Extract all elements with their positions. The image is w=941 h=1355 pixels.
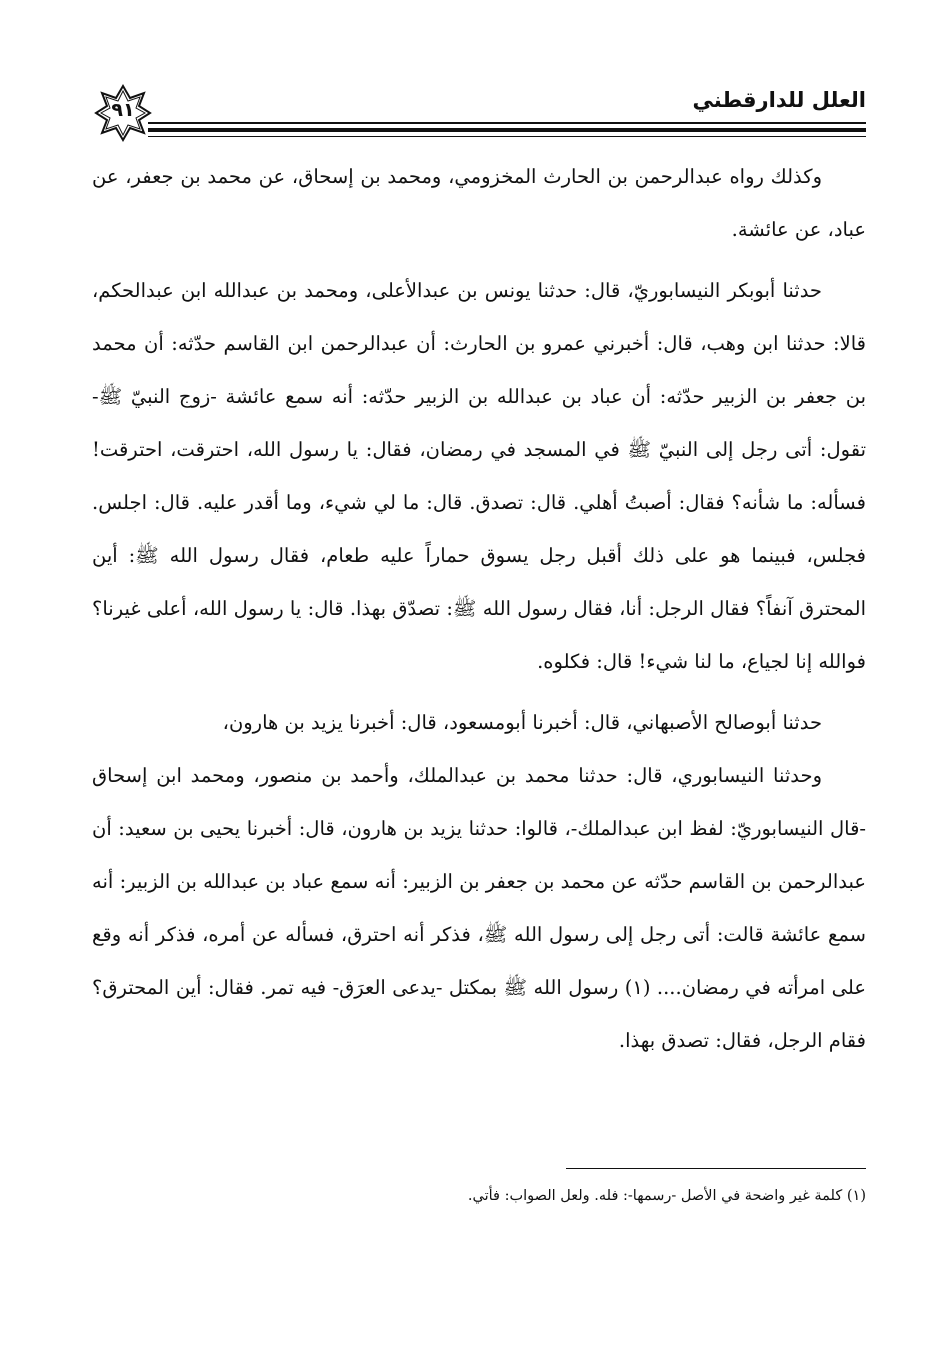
page-number: ٩١ xyxy=(111,99,135,121)
book-title: العلل للدارقطني xyxy=(692,88,866,112)
paragraph-1: وكذلك رواه عبدالرحمن بن الحارث المخزومي، ومحمد بن إسحاق، عن محمد بن جعفر، عن عباد، عن عائشة. xyxy=(92,165,866,241)
header-rule-thick xyxy=(148,128,866,132)
paragraph-3: حدثنا أبوصالح الأصبهاني، قال: أخبرنا أبومسعود، قال: أخبرنا يزيد بن هارون، xyxy=(222,711,822,734)
page-number-badge xyxy=(94,84,152,142)
header-rule xyxy=(148,122,866,124)
header-rule-thin xyxy=(148,136,866,137)
paragraph-2: حدثنا أبوبكر النيسابوريّ، قال: حدثنا يونس بن عبدالأعلى، ومحمد بن عبدالله ابن عبدالحكم، قالا: حدثنا ابن وهب، قال: أخبرني عمرو بن الحارث: أن عبدالرحمن ابن القاسم حدّثه: أن محمد بن جعفر بن الزبير حدّثه: أن عباد بن عبدالله بن الزبير حدّثه: أنه سمع عائشة -زوج النبيّ ﷺ- تقول: أتى رجل إلى النبيّ ﷺ في المسجد في رمضان، فقال: يا رسول الله، احترقت، احترقت! فسأله: ما شأنه؟ فقال: أصبتُ أهلي. قال: تصدق. قال: ما لي شيء، وما أقدر عليه. قال: اجلس. فجلس، فبينما هو على ذلك أقبل رجل يسوق حماراً عليه طعام، فقال رسول الله ﷺ: أين المحترق آنفاً؟ فقال الرجل: أنا، فقال رسول الله ﷺ: تصدّق بهذا. قال: يا رسول الله، أعلى غيرنا؟ فوالله إنا لجياع، ما لنا شيء! قال: فكلوه. xyxy=(92,279,866,673)
footnote-separator xyxy=(566,1168,866,1169)
main-text xyxy=(92,150,866,1067)
footnote: (١) كلمة غير واضحة في الأصل -رسمها-: فله. ولعل الصواب: فأتي. xyxy=(467,1188,866,1204)
paragraph-4: وحدثنا النيسابوري، قال: حدثنا محمد بن عبدالملك، وأحمد بن منصور، ومحمد ابن إسحاق -قال النيسابوريّ: لفظ ابن عبدالملك-، قالوا: حدثنا يزيد بن هارون، قال: أخبرنا يحيى بن سعيد: أن عبدالرحمن بن القاسم حدّثه عن محمد بن جعفر بن الزبير: أنه سمع عباد بن عبدالله بن الزبير: أنه سمع عائشة قالت: أتى رجل إلى رسول الله ﷺ، فذكر أنه احترق، فسأله عن أمره، فذكر أنه وقع على امرأته في رمضان.... (١) رسول الله ﷺ بمكتل -يدعى العرَق- فيه تمر. فقال: أين المحترق؟ فقام الرجل، فقال: تصدق بهذا. xyxy=(92,764,866,1052)
page-header xyxy=(88,84,866,148)
